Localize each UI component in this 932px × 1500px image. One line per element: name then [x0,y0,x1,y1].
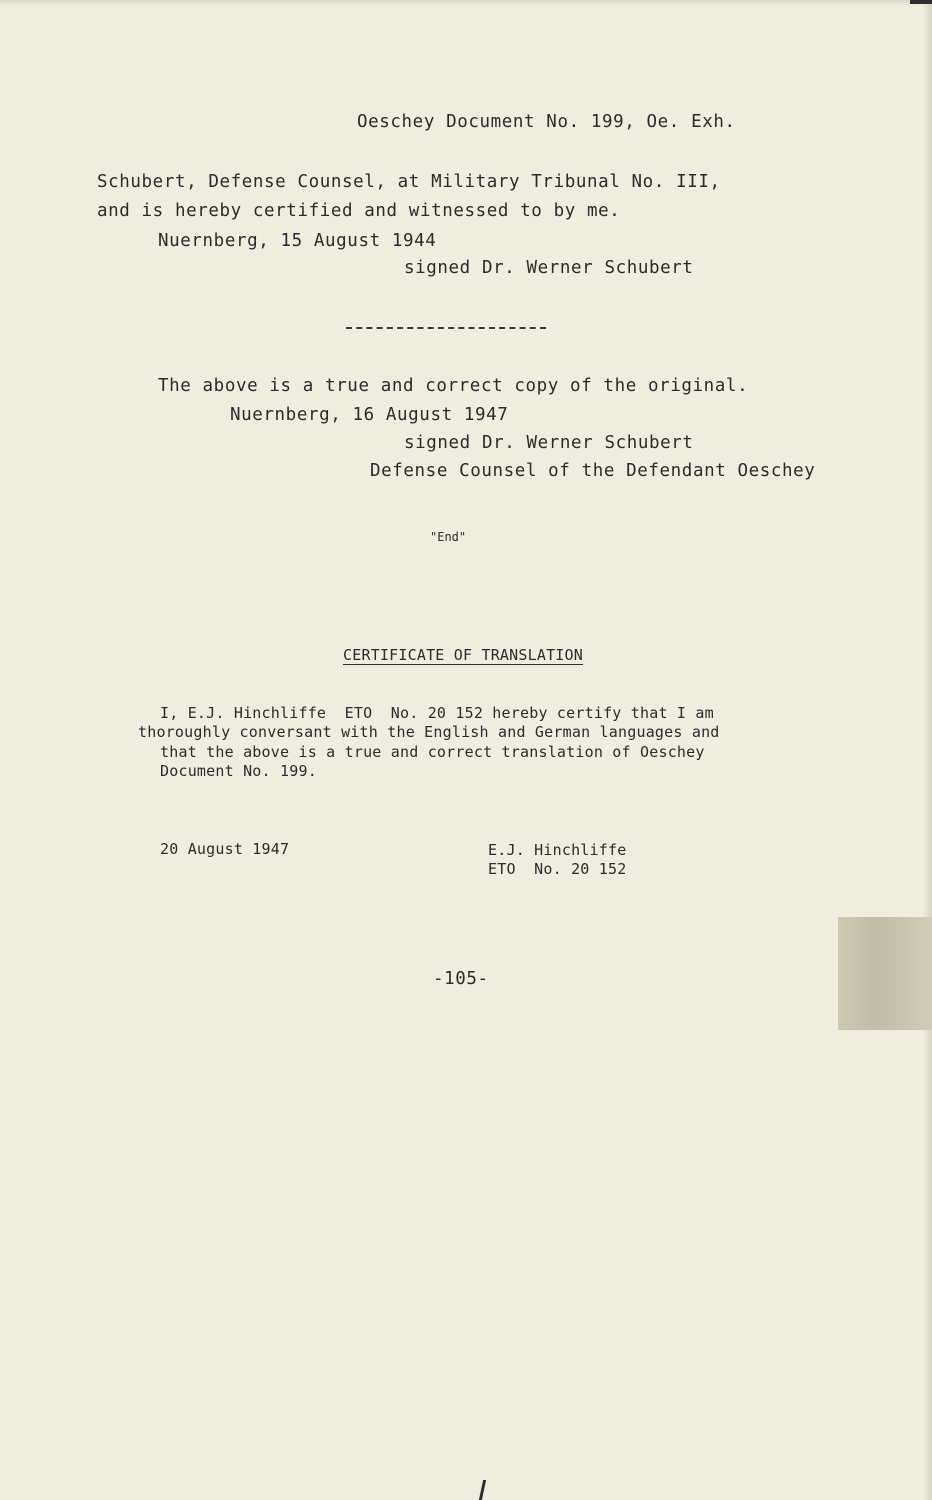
copy-signature: signed Dr. Werner Schubert [404,433,694,453]
dashed-separator [346,327,546,329]
certificate-title: CERTIFICATE OF TRANSLATION [343,646,583,664]
copy-signer-role: Defense Counsel of the Defendant Oeschey [370,461,816,481]
paper-top-edge [0,0,932,6]
certificate-date: 20 August 1947 [160,840,290,858]
translator-name: E.J. Hinchliffe [488,841,627,859]
certificate-body-line-2: thoroughly conversant with the English and German languages and [138,723,720,741]
copy-statement: The above is a true and correct copy of the original. [158,376,749,396]
stray-pen-mark [479,1480,486,1500]
page-number: -105- [433,969,489,989]
certificate-body-line-4: Document No. 199. [160,762,317,780]
end-mark: "End" [430,530,467,544]
copy-place-date: Nuernberg, 16 August 1947 [230,405,509,425]
document-reference: Oeschey Document No. 199, Oe. Exh. [357,112,736,132]
certificate-body-line-3: that the above is a true and correct translation of Oeschey [160,743,705,761]
corner-mark [910,0,932,4]
affidavit-line-1: Schubert, Defense Counsel, at Military Tribunal No. III, [97,172,721,192]
paper-right-edge [922,0,932,1500]
affidavit-line-2: and is hereby certified and witnessed to by me. [97,201,621,221]
translator-id: ETO No. 20 152 [488,860,627,878]
tape-strip [838,917,932,1030]
affidavit-signature: signed Dr. Werner Schubert [404,258,694,278]
affidavit-place-date: Nuernberg, 15 August 1944 [158,231,437,251]
certificate-body-line-1: I, E.J. Hinchliffe ETO No. 20 152 hereby certify that I am [160,704,714,722]
